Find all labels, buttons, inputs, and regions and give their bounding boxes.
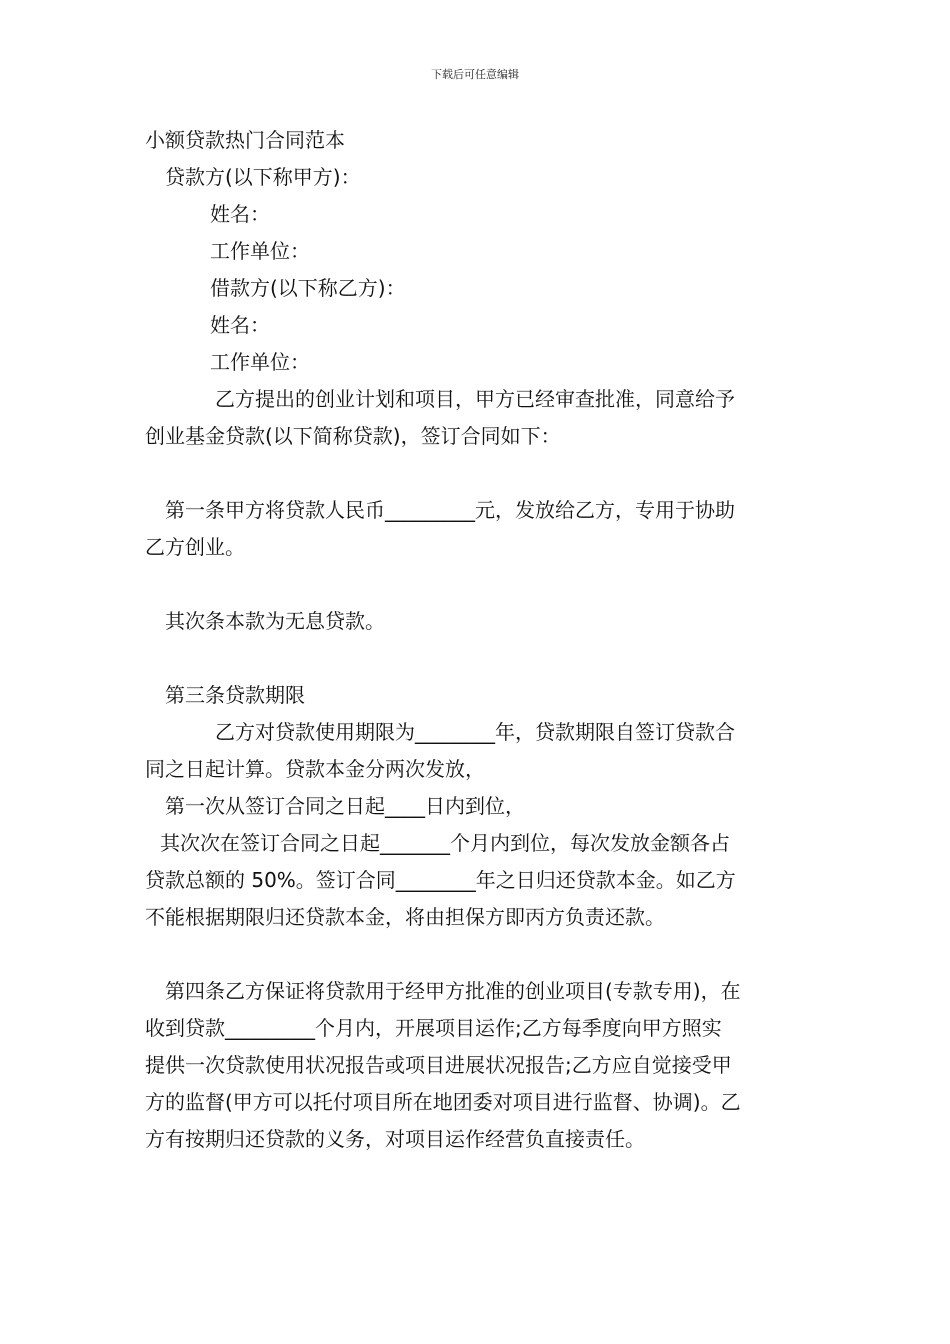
intro-paragraph-line: 乙方提出的创业计划和项目，甲方已经审查批准，同意给予 — [215, 387, 735, 411]
article-4-line: 提供一次贷款使用状况报告或项目进展状况报告;乙方应自觉接受甲 — [145, 1053, 732, 1077]
article-4-line: 方有按期归还贷款的义务，对项目运作经营负直接责任。 — [145, 1127, 645, 1151]
article-2-line: 其次条本款为无息贷款。 — [165, 609, 385, 633]
intro-paragraph-line: 创业基金贷款(以下简称贷款)，签订合同如下： — [145, 424, 561, 448]
article-3-title: 第三条贷款期限 — [165, 683, 305, 707]
article-3-line: 其次次在签订合同之日起_______个月内到位，每次发放金额各占 — [160, 831, 730, 855]
borrower-heading: 借款方(以下称乙方)： — [210, 276, 406, 300]
document-title: 小额贷款热门合同范本 — [145, 128, 345, 152]
article-3-line: 不能根据期限归还贷款本金，将由担保方即丙方负责还款。 — [145, 905, 665, 929]
lender-name-field: 姓名： — [210, 202, 270, 226]
article-4-line: 第四条乙方保证将贷款用于经甲方批准的创业项目(专款专用)，在 — [165, 979, 741, 1003]
lender-work-field: 工作单位： — [210, 239, 310, 263]
borrower-work-field: 工作单位： — [210, 350, 310, 374]
paragraph-spacer — [145, 640, 810, 677]
lender-heading: 贷款方(以下称甲方)： — [165, 165, 361, 189]
article-4-line: 方的监督(甲方可以托付项目所在地团委对项目进行监督、协调)。乙 — [145, 1090, 741, 1114]
article-3-line: 同之日起计算。贷款本金分两次发放， — [145, 757, 485, 781]
article-3-line: 贷款总额的 50%。签订合同________年之日归还贷款本金。如乙方 — [145, 868, 736, 892]
borrower-name-field: 姓名： — [210, 313, 270, 337]
article-1-line: 乙方创业。 — [145, 535, 245, 559]
paragraph-spacer — [145, 936, 810, 973]
article-3-line: 第一次从签订合同之日起____日内到位， — [165, 794, 525, 818]
article-3-line: 乙方对贷款使用期限为________年，贷款期限自签订贷款合 — [215, 720, 735, 744]
article-4-line: 收到贷款_________个月内，开展项目运作;乙方每季度向甲方照实 — [145, 1016, 722, 1040]
article-1-line: 第一条甲方将贷款人民币_________元，发放给乙方，专用于协助 — [165, 498, 735, 522]
page-header: 下载后可任意编辑 — [431, 68, 519, 81]
document-body — [145, 122, 810, 1158]
paragraph-spacer — [145, 566, 810, 603]
paragraph-spacer — [145, 455, 810, 492]
